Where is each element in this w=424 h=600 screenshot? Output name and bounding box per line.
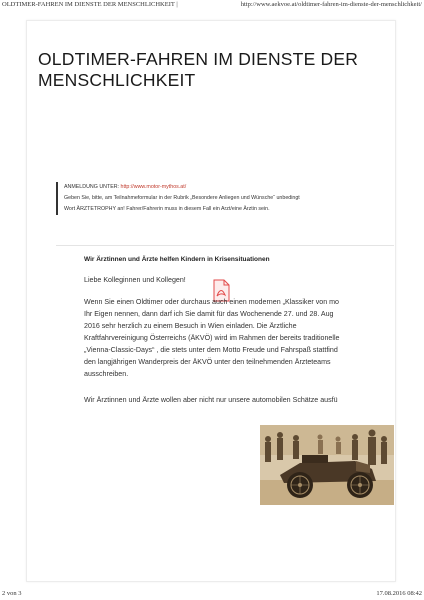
section-divider xyxy=(56,245,394,246)
vintage-car-photo xyxy=(260,425,394,505)
body-line: Kraftfahrvereinigung Österreichs (ÄKVÖ) wird im Rahmen der bereits traditionelle xyxy=(84,334,340,342)
print-header-url[interactable]: http://www.aekvoe.at/oldtimer-fahren-im-dienste-der-menschlichkeit/ xyxy=(240,1,422,8)
print-timestamp: 17.08.2016 08:42 xyxy=(376,590,422,597)
greeting-paragraph: Liebe Kolleginnen und Kollegen! xyxy=(84,276,186,284)
body-line: den langjährigen Wanderpreis der ÄKVÖ unter den teilnehmenden Ärzteteams xyxy=(84,358,331,366)
body-line: „Vienna-Classic-Days“ , die stets unter dem Motto Freude und Fahrspaß stattfind xyxy=(84,346,338,354)
print-header-title: OLDTIMER-FAHREN IM DIENSTE DER MENSCHLICHKEIT | xyxy=(2,1,178,8)
registration-notice xyxy=(56,182,408,215)
body-line: Ihr Eigen nennen, dann darf ich Sie damit für das Wochenende 27. und 28. Aug xyxy=(84,310,334,318)
article-subheading: Wir Ärztinnen und Ärzte helfen Kindern in Krisensituationen xyxy=(84,256,270,263)
registration-link[interactable]: http://www.motor-mythos.at/ xyxy=(120,184,187,190)
body-line: Wenn Sie einen Oldtimer oder durchaus auch einen modernen „Klassiker von mo xyxy=(84,298,339,306)
registration-line-1 xyxy=(64,182,408,193)
page-title: OLDTIMER-FAHREN IM DIENSTE DER MENSCHLICHKEIT xyxy=(38,48,359,90)
closing-paragraph: Wir Ärztinnen und Ärzte wollen aber nicht nur unsere automobilen Schätze ausfü xyxy=(84,396,338,404)
registration-label: ANMELDUNG UNTER: xyxy=(64,184,120,190)
page-number: 2 von 3 xyxy=(2,590,22,597)
body-line: 2016 sehr herzlich zu einem Besuch in Wien einladen. Die Ärztliche xyxy=(84,322,297,330)
registration-line-2: Geben Sie, bitte, am Teilnahmeformular in der Rubrik „Besondere Anliegen und Wünsche“ unbedingt xyxy=(64,195,300,201)
registration-line-3: Wort ÄRZTETROPHY an! Fahrer/Fahrerin muss in diesem Fall ein Arzt/eine Ärztin sein. xyxy=(64,206,270,212)
print-header xyxy=(0,0,424,11)
body-line: ausschreiben. xyxy=(84,370,129,378)
